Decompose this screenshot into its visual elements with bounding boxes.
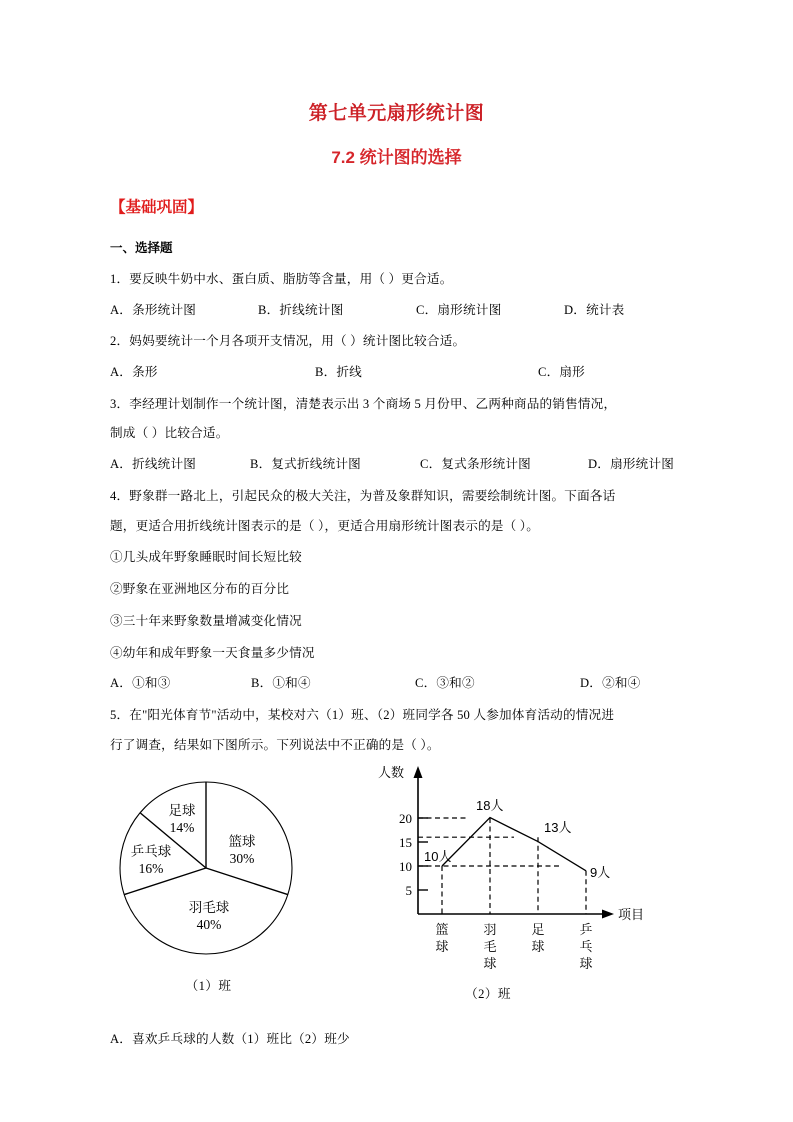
- question-4-option-a[interactable]: A．①和③: [110, 676, 171, 691]
- pie-label-pingpong: 乒乓球: [130, 843, 172, 859]
- line-chart-svg: [372, 762, 682, 977]
- line-chart-figure: [372, 762, 682, 1002]
- question-1-option-a[interactable]: A．条形统计图: [110, 302, 197, 317]
- line-chart-caption: （2）班: [465, 986, 511, 1001]
- question-4-item-1: ①几头成年野象睡眠时间长短比较: [110, 550, 302, 565]
- pie-label-badminton: 羽毛球: [188, 899, 230, 915]
- question-4-stem-line2: 题，更适合用折线统计图表示的是（ ），更适合用扇形统计图表示的是（ ）。: [110, 518, 540, 533]
- point-label-pingpong: 9人: [590, 864, 611, 880]
- question-4-options: [110, 661, 683, 692]
- x-label-basketball: 篮球: [435, 921, 449, 954]
- question-4-item-2: ②野象在亚洲地区分布的百分比: [110, 582, 290, 597]
- pie-value-pingpong: 16%: [138, 860, 164, 876]
- line-chart-x-axis-label: 项目: [618, 906, 645, 922]
- question-3-stem-line1: 3．李经理计划制作一个统计图，清楚表示出 3 个商场 5 月份甲、乙两种商品的销售情况，: [110, 396, 617, 411]
- question-2-option-a[interactable]: A．条形: [110, 364, 158, 379]
- question-4-option-c[interactable]: C．③和②: [415, 676, 475, 691]
- question-5-stem-line1: 5．在"阳光体育节"活动中，某校对六（1）班、（2）班同学各 50 人参加体育活动的情况进: [110, 708, 615, 723]
- question-3-options: [110, 442, 683, 473]
- line-chart-y-axis-arrow: [414, 766, 423, 778]
- y-tick-label-15: 15: [399, 834, 412, 850]
- point-label-soccer: 13人: [544, 819, 572, 835]
- question-5-option-a[interactable]: A．喜欢乒乓球的人数（1）班比（2）班少: [110, 1031, 350, 1046]
- y-tick-label-5: 5: [405, 882, 412, 898]
- y-tick-label-10: 10: [399, 858, 412, 874]
- question-4-stem-line1: 4．野象群一路北上，引起民众的极大关注，为普及象群知识，需要绘制统计图。下面各话: [110, 488, 616, 503]
- page-title: 第七单元扇形统计图: [308, 103, 485, 124]
- pie-chart-svg: [114, 776, 309, 962]
- question-3-option-c[interactable]: C．复式条形统计图: [420, 457, 531, 472]
- question-4-item-4: ④幼年和成年野象一天食量多少情况: [110, 645, 315, 660]
- subsection-heading: 一、选择题: [110, 240, 173, 255]
- pie-value-badminton: 40%: [196, 916, 222, 932]
- line-chart-y-axis-label: 人数: [378, 764, 405, 780]
- question-3-option-d[interactable]: D．扇形统计图: [588, 457, 675, 472]
- question-1-option-c[interactable]: C．扇形统计图: [416, 302, 502, 317]
- question-5-figures: [110, 764, 683, 1020]
- x-label-pingpong: 乒乓球: [579, 921, 593, 971]
- pie-label-soccer: 足球: [168, 802, 196, 818]
- question-2-stem: 2．妈妈要统计一个月各项开支情况，用（ ）统计图比较合适。: [110, 334, 466, 349]
- point-label-badminton: 18人: [476, 797, 504, 813]
- question-2-option-c[interactable]: C．扇形: [538, 364, 585, 379]
- pie-divider-basketball-badminton: [206, 868, 288, 895]
- line-chart-x-axis-arrow: [602, 909, 614, 918]
- y-tick-label-20: 20: [399, 810, 412, 826]
- page-subtitle: 7.2 统计图的选择: [331, 147, 462, 167]
- point-label-basketball: 10人: [424, 848, 452, 864]
- question-1-option-b[interactable]: B．折线统计图: [258, 302, 344, 317]
- question-1-stem: 1．要反映牛奶中水、蛋白质、脂肪等含量，用（ ）更合适。: [110, 271, 453, 286]
- x-label-badminton: 羽毛球: [483, 921, 497, 971]
- pie-value-soccer: 14%: [169, 819, 195, 835]
- question-5-stem-line2: 行了调查，结果如下图所示。下列说法中不正确的是（ ）。: [110, 737, 440, 752]
- question-1-option-d[interactable]: D．统计表: [564, 302, 625, 317]
- question-3-option-a[interactable]: A．折线统计图: [110, 457, 197, 472]
- question-3-stem-line2: 制成（ ）比较合适。: [110, 426, 229, 441]
- pie-chart-figure: [114, 776, 309, 994]
- question-4-option-d[interactable]: D．②和④: [580, 676, 641, 691]
- question-1-options: [110, 288, 683, 319]
- question-3-option-b[interactable]: B．复式折线统计图: [250, 457, 361, 472]
- pie-divider-badminton-pingpong: [124, 868, 206, 895]
- question-2-option-b[interactable]: B．折线: [315, 364, 362, 379]
- question-4-option-b[interactable]: B．①和④: [251, 676, 311, 691]
- section-heading: 【基础巩固】: [110, 199, 204, 217]
- pie-chart-caption: （1）班: [185, 978, 232, 993]
- question-2-options: [110, 350, 683, 381]
- pie-value-basketball: 30%: [229, 850, 255, 866]
- question-4-item-3: ③三十年来野象数量增减变化情况: [110, 613, 302, 628]
- pie-label-basketball: 篮球: [228, 833, 256, 849]
- x-label-soccer: 足球: [531, 921, 545, 954]
